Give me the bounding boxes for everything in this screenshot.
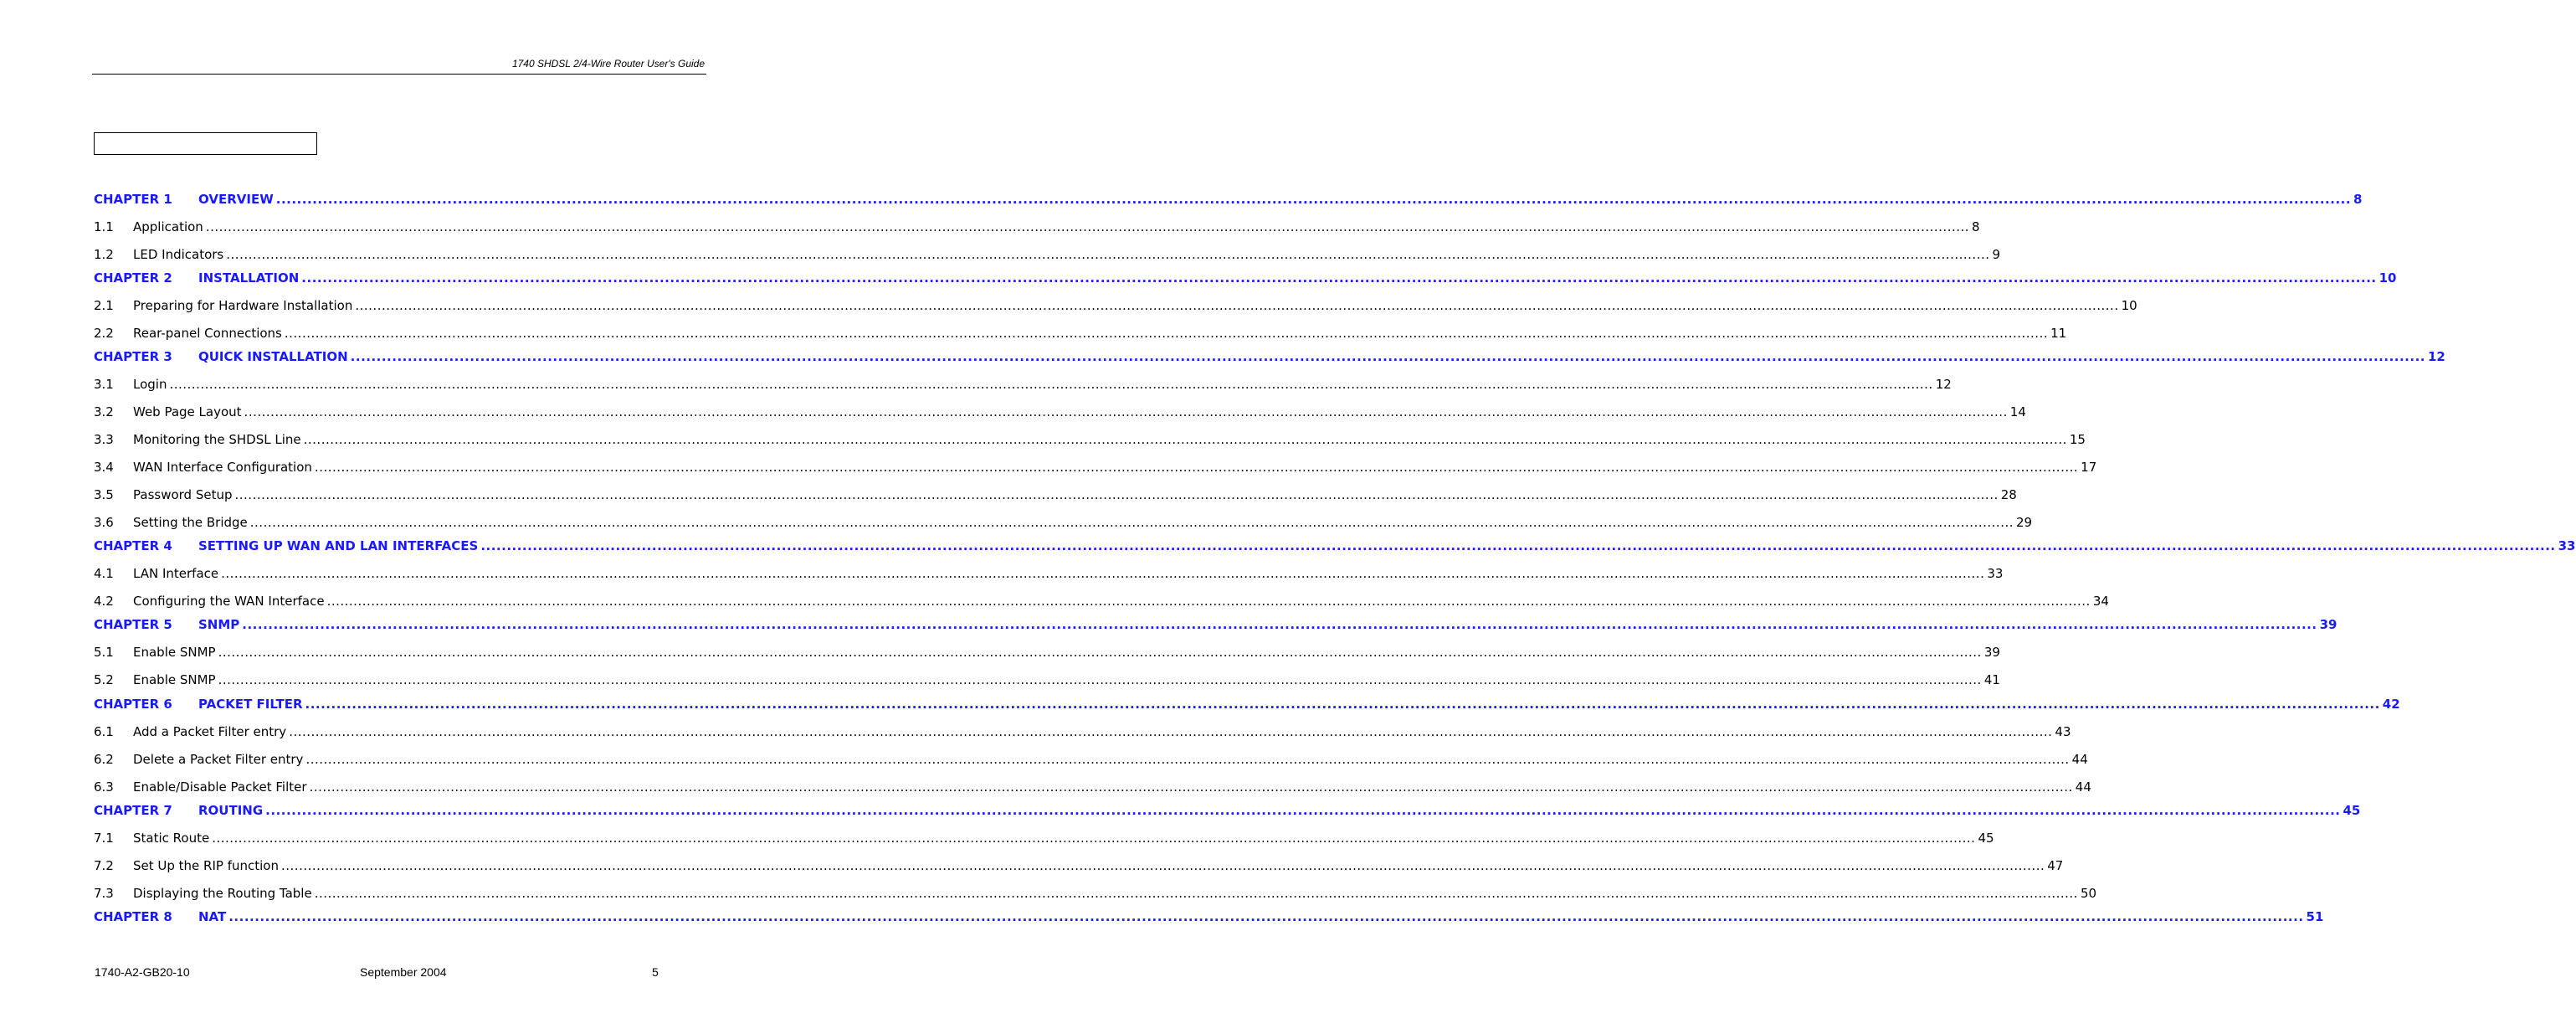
toc-entry-number: 5.2 (94, 672, 114, 687)
toc-entry-page: 50 (2080, 886, 2097, 901)
toc-entry-page: 17 (2081, 460, 2097, 475)
toc-section-link[interactable] (94, 563, 2004, 582)
toc-dot-leader: ................................................................................................................................................................................................................................................................................................................................................................................................................ (303, 432, 2067, 447)
toc-entry-number: 7.1 (94, 831, 114, 846)
toc-entry-number: 6.2 (94, 752, 114, 767)
toc-entry-page: 39 (2319, 617, 2337, 632)
toc-dot-leader: ................................................................................................................................................................................................................................................................................................................................................................................................................ (309, 779, 2073, 795)
toc-entry-number: 6.1 (94, 724, 114, 739)
toc-entry-title: LAN Interface (133, 566, 219, 581)
toc-entry-number: 3.4 (94, 460, 114, 475)
header-rule (92, 74, 706, 75)
toc-dot-leader: ................................................................................................................................................................................................................................................................................................................................................................................................................ (350, 349, 2425, 364)
toc-entry-title: Delete a Packet Filter entry (133, 752, 304, 767)
toc-dot-leader: ................................................................................................................................................................................................................................................................................................................................................................................................................ (221, 566, 1985, 581)
toc-entry-page: 15 (2069, 432, 2086, 447)
footer-date: September 2004 (360, 965, 447, 979)
toc-section-link[interactable] (94, 457, 2097, 476)
toc-chapter-link[interactable] (94, 800, 2361, 819)
toc-entry-page: 9 (1992, 247, 2001, 262)
toc-section-link[interactable] (94, 323, 2067, 342)
toc-entry-number: 3.3 (94, 432, 114, 447)
toc-entry-number: CHAPTER 7 (94, 803, 172, 818)
toc-entry-title: Enable SNMP (133, 672, 216, 687)
toc-section-link[interactable] (94, 244, 2001, 263)
toc-section-link[interactable] (94, 777, 2091, 795)
toc-entry-title: ROUTING (198, 803, 264, 818)
toc-entry-number: 2.1 (94, 298, 114, 313)
toc-entry-title: Enable/Disable Packet Filter (133, 779, 307, 795)
toc-entry-page: 44 (2071, 752, 2088, 767)
toc-entry-number: CHAPTER 5 (94, 617, 172, 632)
toc-dot-leader: ................................................................................................................................................................................................................................................................................................................................................................................................................ (226, 247, 1990, 262)
toc-entry-page: 10 (2121, 298, 2137, 313)
toc-section-link[interactable] (94, 828, 1994, 846)
toc-section-link[interactable] (94, 670, 2000, 688)
toc-entry-number: 4.1 (94, 566, 114, 581)
toc-entry-title: LED Indicators (133, 247, 224, 262)
toc-section-link[interactable] (94, 749, 2088, 768)
toc-entry-title: PACKET FILTER (198, 697, 303, 712)
footer-doc-id: 1740-A2-GB20-10 (95, 965, 190, 979)
toc-section-link[interactable] (94, 485, 2017, 503)
toc-dot-leader: ................................................................................................................................................................................................................................................................................................................................................................................................................ (249, 515, 2014, 530)
toc-entry-title: Web Page Layout (133, 404, 242, 419)
toc-entry-page: 43 (2055, 724, 2071, 739)
toc-section-link[interactable] (94, 512, 2033, 531)
toc-chapter-link[interactable] (94, 189, 2363, 208)
toc-dot-leader: ................................................................................................................................................................................................................................................................................................................................................................................................................ (355, 298, 2119, 313)
toc-entry-title: Displaying the Routing Table (133, 886, 312, 901)
footer-page-number: 5 (652, 965, 659, 979)
toc-section-link[interactable] (94, 374, 1952, 393)
toc-dot-leader: ................................................................................................................................................................................................................................................................................................................................................................................................................ (169, 377, 1933, 392)
toc-dot-leader: ................................................................................................................................................................................................................................................................................................................................................................................................................ (218, 672, 1982, 687)
toc-entry-number: 3.1 (94, 377, 114, 392)
toc-dot-leader: ................................................................................................................................................................................................................................................................................................................................................................................................................ (480, 538, 2556, 553)
toc-dot-leader: ................................................................................................................................................................................................................................................................................................................................................................................................................ (301, 270, 2377, 286)
toc-entry-page: 51 (2306, 909, 2324, 924)
toc-entry-number: CHAPTER 2 (94, 270, 172, 286)
toc-dot-leader: ................................................................................................................................................................................................................................................................................................................................................................................................................ (205, 219, 1970, 234)
toc-entry-page: 33 (1987, 566, 2004, 581)
toc-entry-page: 14 (2009, 404, 2026, 419)
toc-entry-page: 10 (2378, 270, 2397, 286)
toc-chapter-link[interactable] (94, 268, 2397, 286)
toc-entry-page: 45 (1978, 831, 1994, 846)
toc-entry-page: 33 (2558, 538, 2576, 553)
toc-entry-number: CHAPTER 4 (94, 538, 172, 553)
toc-entry-page: 28 (2000, 487, 2017, 502)
toc-entry-page: 41 (1983, 672, 2000, 687)
toc-entry-page: 8 (1972, 219, 1980, 234)
toc-entry-title: Setting the Bridge (133, 515, 248, 530)
toc-entry-title: INSTALLATION (198, 270, 300, 286)
toc-chapter-link[interactable] (94, 615, 2337, 633)
toc-section-link[interactable] (94, 642, 2000, 661)
toc-entry-page: 45 (2343, 803, 2361, 818)
toc-section-link[interactable] (94, 296, 2137, 314)
empty-title-box (94, 132, 317, 155)
toc-entry-page: 47 (2047, 858, 2064, 873)
toc-entry-title: WAN Interface Configuration (133, 460, 312, 475)
toc-section-link[interactable] (94, 722, 2071, 740)
toc-dot-leader: ................................................................................................................................................................................................................................................................................................................................................................................................................ (281, 858, 2045, 873)
toc-entry-number: 3.2 (94, 404, 114, 419)
toc-dot-leader: ................................................................................................................................................................................................................................................................................................................................................................................................................ (305, 697, 2380, 712)
toc-entry-page: 12 (1935, 377, 1952, 392)
toc-entry-number: 2.2 (94, 326, 114, 341)
toc-entry-number: CHAPTER 3 (94, 349, 172, 364)
toc-entry-number: CHAPTER 1 (94, 192, 172, 207)
running-header: 1740 SHDSL 2/4-Wire Router User's Guide (511, 58, 705, 69)
toc-entry-title: Password Setup (133, 487, 233, 502)
toc-entry-title: SETTING UP WAN AND LAN INTERFACES (198, 538, 479, 553)
toc-entry-page: 34 (2092, 594, 2109, 609)
toc-entry-number: 5.1 (94, 645, 114, 660)
toc-dot-leader: ................................................................................................................................................................................................................................................................................................................................................................................................................ (234, 487, 1999, 502)
toc-entry-page: 42 (2382, 697, 2400, 712)
toc-entry-number: 1.1 (94, 219, 114, 234)
toc-entry-page: 44 (2075, 779, 2091, 795)
toc-entry-title: Enable SNMP (133, 645, 216, 660)
toc-entry-title: OVERVIEW (198, 192, 274, 207)
toc-section-link[interactable] (94, 217, 1980, 235)
toc-dot-leader: ................................................................................................................................................................................................................................................................................................................................................................................................................ (242, 617, 2317, 632)
toc-chapter-link[interactable] (94, 907, 2324, 925)
toc-entry-page: 8 (2353, 192, 2363, 207)
toc-dot-leader: ................................................................................................................................................................................................................................................................................................................................................................................................................ (265, 803, 2341, 818)
toc-entry-title: NAT (198, 909, 227, 924)
toc-entry-title: Configuring the WAN Interface (133, 594, 325, 609)
toc-entry-title: Set Up the RIP function (133, 858, 279, 873)
toc-dot-leader: ................................................................................................................................................................................................................................................................................................................................................................................................................ (314, 886, 2078, 901)
toc-chapter-link[interactable] (94, 694, 2400, 712)
toc-entry-title: Login (133, 377, 167, 392)
toc-dot-leader: ................................................................................................................................................................................................................................................................................................................................................................................................................ (275, 192, 2352, 207)
toc-dot-leader: ................................................................................................................................................................................................................................................................................................................................................................................................................ (314, 460, 2079, 475)
toc-dot-leader: ................................................................................................................................................................................................................................................................................................................................................................................................................ (244, 404, 2008, 419)
toc-section-link[interactable] (94, 591, 2109, 610)
toc-entry-number: CHAPTER 8 (94, 909, 172, 924)
toc-dot-leader: ................................................................................................................................................................................................................................................................................................................................................................................................................ (289, 724, 2053, 739)
toc-entry-number: CHAPTER 6 (94, 697, 172, 712)
toc-entry-title: Application (133, 219, 203, 234)
toc-entry-page: 12 (2427, 349, 2445, 364)
toc-entry-number: 4.2 (94, 594, 114, 609)
toc-dot-leader: ................................................................................................................................................................................................................................................................................................................................................................................................................ (305, 752, 2070, 767)
toc-entry-number: 7.3 (94, 886, 114, 901)
toc-chapter-link[interactable] (94, 536, 2576, 554)
toc-entry-number: 7.2 (94, 858, 114, 873)
toc-dot-leader: ................................................................................................................................................................................................................................................................................................................................................................................................................ (212, 831, 1976, 846)
toc-entry-number: 6.3 (94, 779, 114, 795)
toc-entry-title: Monitoring the SHDSL Line (133, 432, 301, 447)
toc-entry-title: Add a Packet Filter entry (133, 724, 287, 739)
toc-section-link[interactable] (94, 402, 2026, 420)
toc-entry-title: Static Route (133, 831, 210, 846)
toc-entry-title: Preparing for Hardware Installation (133, 298, 353, 313)
toc-entry-page: 39 (1983, 645, 2000, 660)
toc-entry-title: Rear-panel Connections (133, 326, 282, 341)
toc-entry-page: 29 (2016, 515, 2033, 530)
toc-dot-leader: ................................................................................................................................................................................................................................................................................................................................................................................................................ (326, 594, 2091, 609)
toc-dot-leader: ................................................................................................................................................................................................................................................................................................................................................................................................................ (218, 645, 1982, 660)
toc-section-link[interactable] (94, 430, 2086, 448)
toc-dot-leader: ................................................................................................................................................................................................................................................................................................................................................................................................................ (284, 326, 2049, 341)
toc-entry-title: QUICK INSTALLATION (198, 349, 348, 364)
toc-entry-number: 1.2 (94, 247, 114, 262)
toc-chapter-link[interactable] (94, 347, 2445, 365)
toc-entry-page: 11 (2050, 326, 2067, 341)
toc-entry-title: SNMP (198, 617, 240, 632)
toc-entry-number: 3.5 (94, 487, 114, 502)
toc-dot-leader: ................................................................................................................................................................................................................................................................................................................................................................................................................ (228, 909, 2304, 924)
toc-section-link[interactable] (94, 856, 2064, 874)
toc-entry-number: 3.6 (94, 515, 114, 530)
toc-section-link[interactable] (94, 883, 2097, 902)
